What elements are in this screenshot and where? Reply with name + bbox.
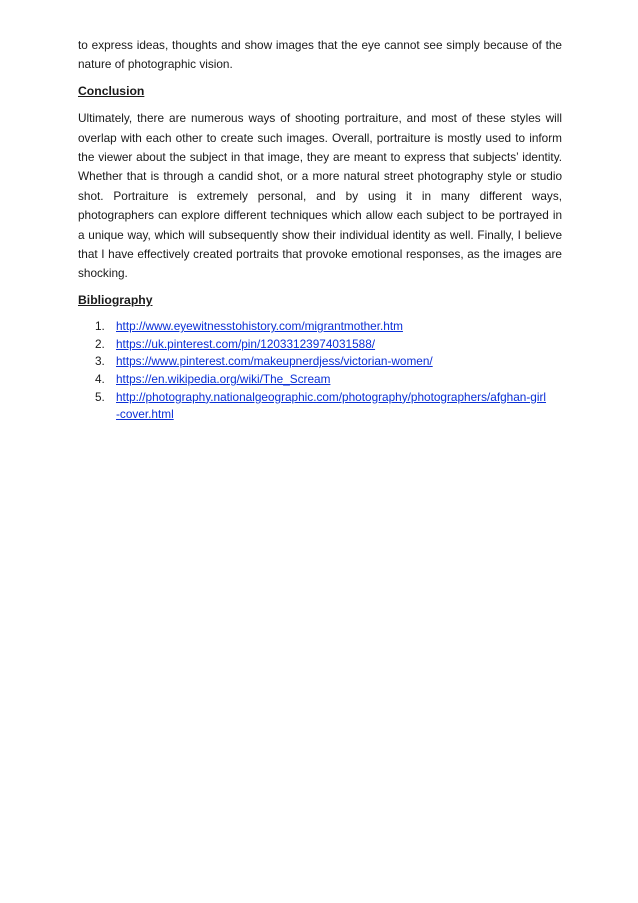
page-content	[78, 36, 562, 424]
bibliography-list	[78, 318, 562, 424]
bibliography-link[interactable]: http://photography.nationalgeographic.com/photography/photographers/afghan-girl-cover.html	[116, 389, 547, 422]
intro-continuation-paragraph: to express ideas, thoughts and show images that the eye cannot see simply because of the nature of photographic vision.	[78, 38, 562, 72]
bibliography-item-number: 3.	[95, 354, 105, 369]
bibliography-item	[78, 353, 562, 371]
bibliography-item	[78, 371, 562, 389]
bibliography-item-number: 4.	[95, 372, 105, 387]
bibliography-link[interactable]: http://www.eyewitnesstohistory.com/migrantmother.htm	[116, 319, 403, 334]
bibliography-item	[78, 318, 562, 336]
bibliography-item-number: 2.	[95, 336, 105, 351]
bibliography-link[interactable]: https://www.pinterest.com/makeupnerdjess/victorian-women/	[116, 354, 433, 369]
bibliography-link[interactable]: https://en.wikipedia.org/wiki/The_Scream	[116, 372, 331, 387]
conclusion-heading: Conclusion	[78, 83, 145, 98]
bibliography-item-number: 5.	[95, 389, 105, 404]
bibliography-item-number: 1.	[95, 319, 105, 334]
bibliography-link[interactable]: https://uk.pinterest.com/pin/12033123974031588/	[116, 336, 376, 351]
bibliography-item	[78, 389, 562, 424]
conclusion-paragraph: Ultimately, there are numerous ways of shooting portraiture, and most of these styles will overlap with each other to create such images. Overall, portraiture is mostly used to inform the viewer about the subject in that image, they are meant to express that subjects’ identity. Whether that is through a candid shot, or a more natural street photography style or studio shot. Portraiture is extremely personal, and by using it in many different ways, photographers can explore different techniques which allow each subject to be portrayed in a unique way, which will subsequently show their individual identity as well. Finally, I believe that I have effectively created portraits that provoke emotional responses, as the images are shocking.	[78, 111, 562, 281]
bibliography-item	[78, 336, 562, 354]
bibliography-heading: Bibliography	[78, 292, 153, 307]
